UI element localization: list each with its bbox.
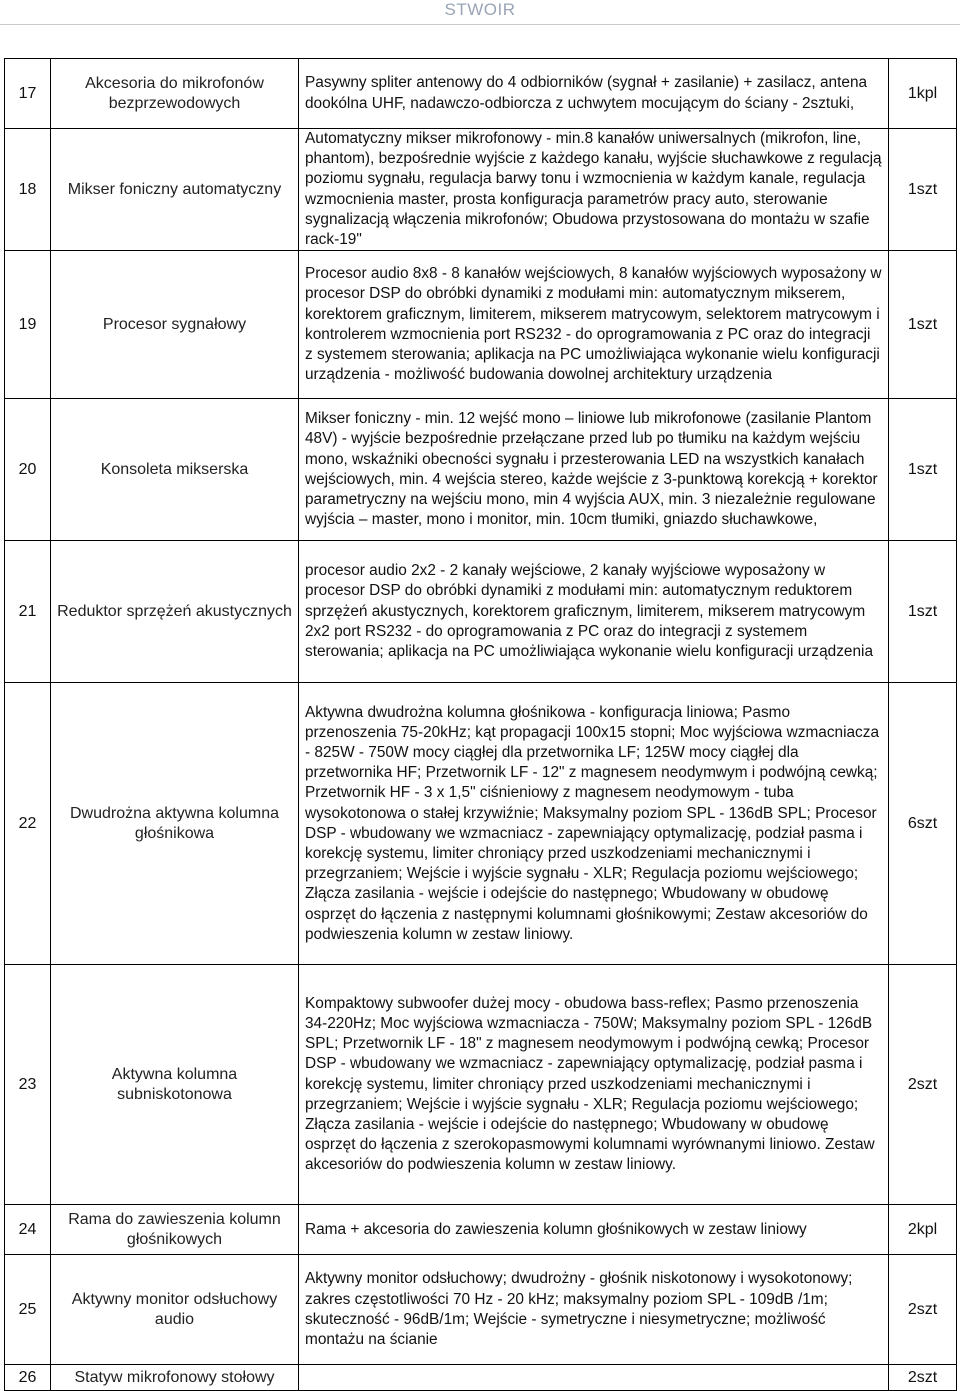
table-row [5,683,957,965]
row-number: 23 [5,965,51,1205]
item-name: Konsoleta mikserska [51,399,299,541]
item-quantity: 6szt [889,683,957,965]
row-number: 24 [5,1205,51,1255]
row-number: 18 [5,129,51,251]
item-quantity: 2szt [889,1365,957,1391]
item-description: Aktywna dwudrożna kolumna głośnikowa - konfiguracja liniowa; Pasmo przenoszenia 75-20kHz; kąt propagacji 100x15 stopni; Moc wyjściowa wzmacniacza - 825W - 750W mocy ciągłej dla przetwornika LF; 125W mocy ciągłej dla przetwornika HF; Przetwornik LF - 12" z magnesem neodymwym i podwójną cewką; Przetwornik HF - 3 x 1,5" ciśnieniowy z magnesem neodymowym - tuba wysokotonowa o stałej krzywiźnie; Maksymalny poziom SPL - 136dB SPL; Procesor DSP - wbudowany we wzmacniacz - zapewniający optymalizację, podział pasma i korekcję systemu, limiter chroniący przed uszkodzeniami mechanicznymi i przegrzaniem; Wejście i wyjście sygnału - XLR; Regulacja poziomu wejściowego; Złącza zasilania - wejście i odejście do następnego; Wbudowany w obudowę osprzęt do łączenia z następnymi kolumnami głośnikowymi; Zestaw akcesoriów do podwieszenia kolumn w zestaw liniowy. [299,683,889,965]
row-number: 20 [5,399,51,541]
item-name: Statyw mikrofonowy stołowy [51,1365,299,1391]
item-quantity: 1szt [889,541,957,683]
table-row [5,399,957,541]
item-description: Pasywny spliter antenowy do 4 odbiorników (sygnał + zasilanie) + zasilacz, antena dookólna UHF, nadawczo-odbiorcza z uchwytem mocującym do ściany - 2sztuki, [299,59,889,129]
item-quantity: 1szt [889,129,957,251]
item-quantity: 2szt [889,965,957,1205]
item-name: Dwudrożna aktywna kolumna głośnikowa [51,683,299,965]
row-number: 19 [5,251,51,399]
item-quantity: 2szt [889,1255,957,1365]
header-title: STWOIR [444,0,516,19]
table-row [5,965,957,1205]
item-description: procesor audio 2x2 - 2 kanały wejściowe, 2 kanały wyjściowe wyposażony w procesor DSP do obróbki dynamiki z modułami min: automatycznym reduktorem sprzężeń akustycznych, korektorem graficznym, limiterem, mikserem matrycowym 2x2 port RS232 - do oprogramowania z PC oraz do integracji z systemem sterowania; aplikacja na PC umożliwiająca wykonanie wielu konfiguracji urządzenia [299,541,889,683]
item-description: Aktywny monitor odsłuchowy; dwudrożny - głośnik niskotonowy i wysokotonowy; zakres częstotliwości 70 Hz - 20 kHz; maksymalny poziom SPL - 109dB /1m; skuteczność - 96dB/1m; Wejście - symetryczne i niesymetryczne; możliwość montażu na ścianie [299,1255,889,1365]
item-description [299,1365,889,1391]
item-description: Kompaktowy subwoofer dużej mocy - obudowa bass-reflex; Pasmo przenoszenia 34-220Hz; Moc wyjściowa wzmacniacza - 750W; Maksymalny poziom SPL - 126dB SPL; Przetwornik LF - 18" z magnesem neodymowym i podwójną cewką; Procesor DSP - wbudowany we wzmacniacz - zapewniający optymalizację, podział pasma i korekcję systemu, limiter chroniący przed uszkodzeniami mechanicznymi i przegrzaniem; Wejście i wyjście sygnału - XLR; Regulacja poziomu wejściowego; Złącza zasilania - wejście i odejście do następnego; Wbudowany w obudowę osprzęt do łączenia z szerokopasmowymi kolumnami wyrównanymi liniowo. Zestaw akcesoriów do podwieszenia kolumn w zestaw liniowy. [299,965,889,1205]
row-number: 22 [5,683,51,965]
item-name: Akcesoria do mikrofonów bezprzewodowych [51,59,299,129]
item-description: Mikser foniczny - min. 12 wejść mono – liniowe lub mikrofonowe (zasilanie Plantom 48V) - wyjście bezpośrednie przełączane przed lub po tłumiku na każdym wejściu mono, wskaźniki obecności sygnału i przesterowania LED na wszystkich kanałach wejściowych, min. 4 wejścia stereo, każde wejście z 3-punktową korekcją + korektor parametryczny na wejściu mono, min 4 wyjścia AUX, min. 3 niezależnie regulowane wyjścia – master, mono i monitor, min. 10cm tłumiki, gniazdo słuchawkowe, [299,399,889,541]
table-row [5,1255,957,1365]
row-number: 26 [5,1365,51,1391]
item-quantity: 1kpl [889,59,957,129]
specification-table [4,58,957,1391]
row-number: 17 [5,59,51,129]
item-name: Procesor sygnałowy [51,251,299,399]
table-row [5,129,957,251]
page-header [0,0,960,26]
table-row [5,59,957,129]
table-row [5,1365,957,1391]
row-number: 21 [5,541,51,683]
item-description: Rama + akcesoria do zawieszenia kolumn głośnikowych w zestaw liniowy [299,1205,889,1255]
header-divider [0,24,960,25]
item-name: Mikser foniczny automatyczny [51,129,299,251]
table-row [5,1205,957,1255]
item-quantity: 1szt [889,251,957,399]
item-name: Reduktor sprzężeń akustycznych [51,541,299,683]
table-row [5,541,957,683]
item-description: Procesor audio 8x8 - 8 kanałów wejściowych, 8 kanałów wyjściowych wyposażony w procesor DSP do obróbki dynamiki z modułami min: automatycznym mikserem, korektorem graficznym, limiterem, mikserem matrycowym, selektorem matrycowym i kontrolerem wzmocnienia port RS232 - do oprogramowania z PC oraz do integracji z systemem sterowania; aplikacja na PC umożliwiająca wykonanie wielu konfiguracji urządzenia - możliwość budowania dowolnej architektury urządzenia [299,251,889,399]
table-row [5,251,957,399]
item-name: Rama do zawieszenia kolumn głośnikowych [51,1205,299,1255]
item-name: Aktywna kolumna subniskotonowa [51,965,299,1205]
item-name: Aktywny monitor odsłuchowy audio [51,1255,299,1365]
item-description: Automatyczny mikser mikrofonowy - min.8 kanałów uniwersalnych (mikrofon, line, phantom), bezpośrednie wyjście z każdego kanału, wyjście słuchawkowe z regulacją poziomu sygnału, regulacja barwy tonu i wzmocnienia w każdym kanale, regulacja wzmocnienia master, prosta konfiguracja parametrów pracy auto, sterowanie sygnalizacją włączenia mikrofonów; Obudowa przystosowana do montażu w szafie rack-19" [299,129,889,251]
item-quantity: 2kpl [889,1205,957,1255]
item-quantity: 1szt [889,399,957,541]
row-number: 25 [5,1255,51,1365]
